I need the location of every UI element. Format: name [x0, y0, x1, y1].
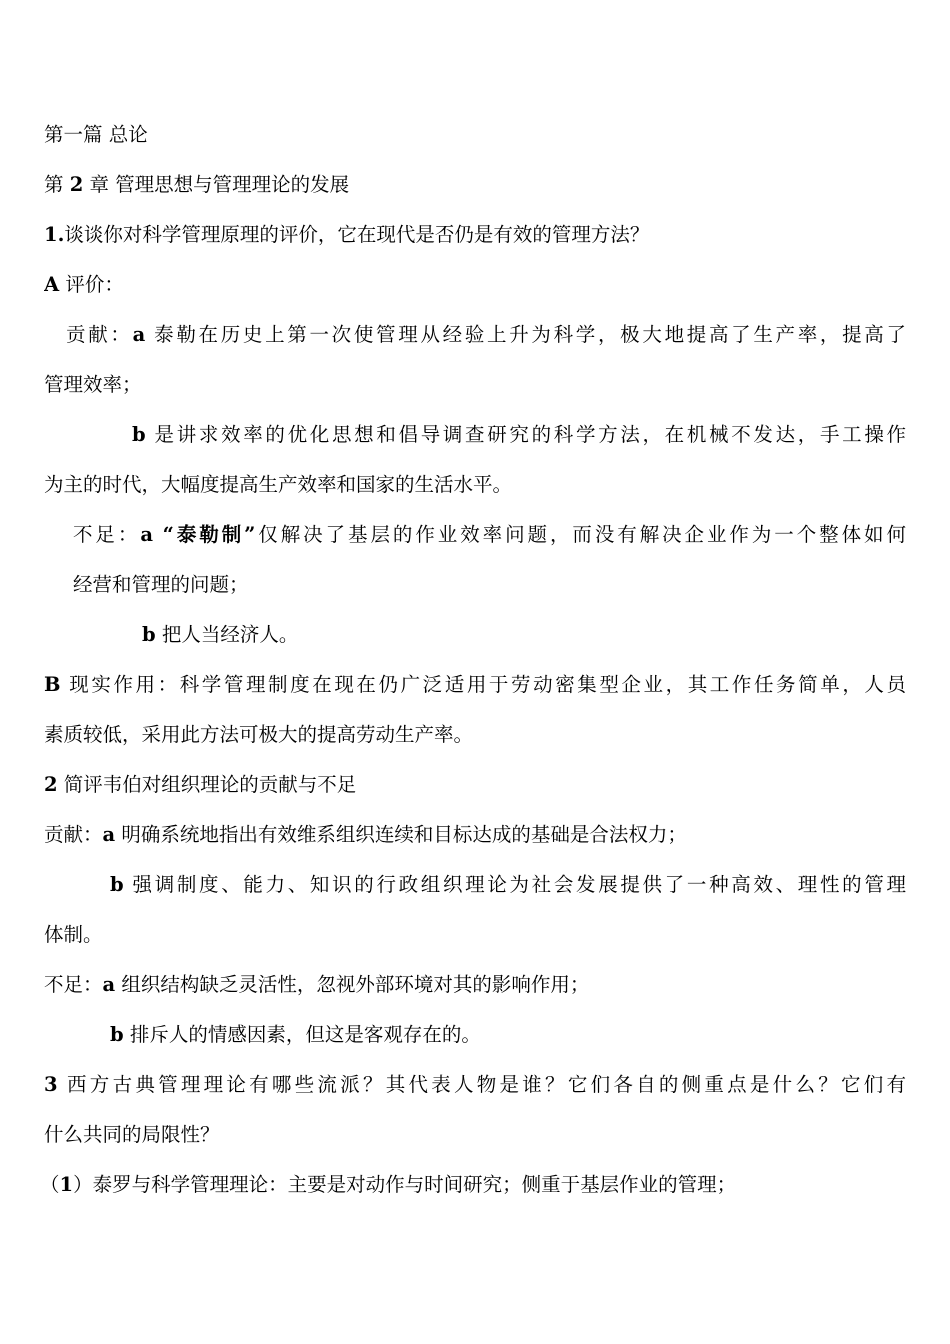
q3-item-1-number: 1 — [59, 1173, 74, 1196]
q1-shortcoming-a-line1 — [73, 523, 906, 547]
chapter-prefix: 第 — [44, 173, 70, 196]
q2-contribution-colon: ： — [83, 823, 103, 846]
part-title — [44, 123, 906, 147]
q1-section-b-label: B — [44, 673, 61, 696]
q1-contribution-b-line2: 为主的时代，大幅度提高生产效率和国家的生活水平。 — [44, 473, 513, 496]
q1-section-b-line1 — [44, 673, 906, 697]
q1-shortcoming-a-quote: “泰勒制” — [152, 523, 256, 546]
q2-contribution-b-mark: b — [110, 873, 124, 896]
q2-shortcoming-b — [110, 1023, 906, 1047]
q1-section-a-label: A — [44, 273, 60, 296]
q2-contribution-a-mark: a — [102, 823, 116, 846]
q1-shortcoming-a-line2: 经营和管理的问题； — [73, 573, 249, 596]
q2-shortcoming-a-text: 组织结构缺乏灵活性，忽视外部环境对其的影响作用； — [115, 973, 590, 996]
question-1-text: 谈谈你对科学管理原理的评价，它在现代是否仍是有效的管理方法？ — [64, 223, 650, 246]
q1-section-a-text: 评价： — [59, 273, 124, 296]
question-3-line1 — [44, 1073, 906, 1097]
question-2-text: 简评韦伯对组织理论的贡献与不足 — [57, 773, 357, 796]
q2-contribution-b-text: 强调制度、能力、知识的行政组织理论为社会发展提供了一种高效、理性的管理 — [123, 873, 906, 896]
q1-shortcoming-b — [142, 623, 906, 647]
chapter-title — [44, 173, 906, 197]
q2-shortcoming-a — [44, 973, 906, 997]
q1-section-b-text: 现实作用：科学管理制度在现在仍广泛适用于劳动密集型企业，其工作任务简单，人员 — [60, 673, 906, 696]
question-2 — [44, 773, 906, 797]
q3-item-1-text: ）泰罗与科学管理理论：主要是对动作与时间研究；侧重于基层作业的管理； — [73, 1173, 737, 1196]
q1-section-b-line2: 素质较低，采用此方法可极大的提高劳动生产率。 — [44, 723, 474, 746]
question-1 — [44, 223, 906, 247]
q1-section-a-heading — [44, 273, 906, 297]
question-3-text: 西方古典管理理论有哪些流派？其代表人物是谁？它们各自的侧重点是什么？它们有 — [57, 1073, 906, 1096]
chapter-title-rest: 章 管理思想与管理理论的发展 — [83, 173, 350, 196]
q1-contribution-a-text: 泰勒在历史上第一次使管理从经验上升为科学，极大地提高了生产率，提高了 — [145, 323, 906, 346]
q1-contribution-a-line1 — [66, 323, 906, 347]
q3-item-1-open-paren: （ — [40, 1173, 60, 1196]
chapter-number: 2 — [69, 173, 84, 196]
q2-contribution-b-line2: 体制。 — [44, 923, 103, 946]
q2-shortcoming-b-text: 排斥人的情感因素，但这是客观存在的。 — [123, 1023, 481, 1046]
q2-shortcoming-a-mark: a — [102, 973, 116, 996]
q2-contribution-a — [44, 823, 906, 847]
q1-shortcoming-a-text: 仅解决了基层的作业效率问题，而没有解决企业作为一个整体如何 — [255, 523, 906, 546]
q2-contribution-a-text: 明确系统地指出有效维系组织连续和目标达成的基础是合法权力； — [115, 823, 687, 846]
q1-shortcoming-a-mark: a — [140, 523, 153, 546]
question-3-line2: 什么共同的局限性？ — [44, 1123, 220, 1146]
q1-contribution-b-text: 是讲求效率的优化思想和倡导调查研究的科学方法，在机械不发达，手工操作 — [145, 423, 906, 446]
q1-shortcoming-label: 不足： — [73, 523, 141, 546]
question-3-number: 3 — [44, 1073, 58, 1096]
q2-shortcoming-b-mark: b — [110, 1023, 124, 1046]
q1-contribution-label: 贡献： — [66, 323, 133, 346]
q2-shortcoming-colon: ： — [83, 973, 103, 996]
part-title-text: 第一篇 总论 — [44, 123, 148, 147]
q1-contribution-a-line2: 管理效率； — [44, 373, 142, 396]
q1-shortcoming-b-text: 把人当经济人。 — [155, 623, 299, 646]
chapter-title-text — [44, 173, 349, 197]
question-2-number: 2 — [44, 773, 58, 796]
q1-contribution-b-mark: b — [132, 423, 146, 446]
q2-shortcoming-label: 不足 — [44, 973, 83, 997]
q1-contribution-b-line1 — [132, 423, 906, 447]
q2-contribution-label: 贡献 — [44, 823, 83, 847]
q1-shortcoming-b-mark: b — [142, 623, 156, 646]
q1-contribution-a-mark: a — [132, 323, 146, 346]
q2-contribution-b-line1 — [110, 873, 906, 897]
question-1-number: 1. — [44, 223, 65, 246]
q3-item-1 — [40, 1173, 906, 1197]
